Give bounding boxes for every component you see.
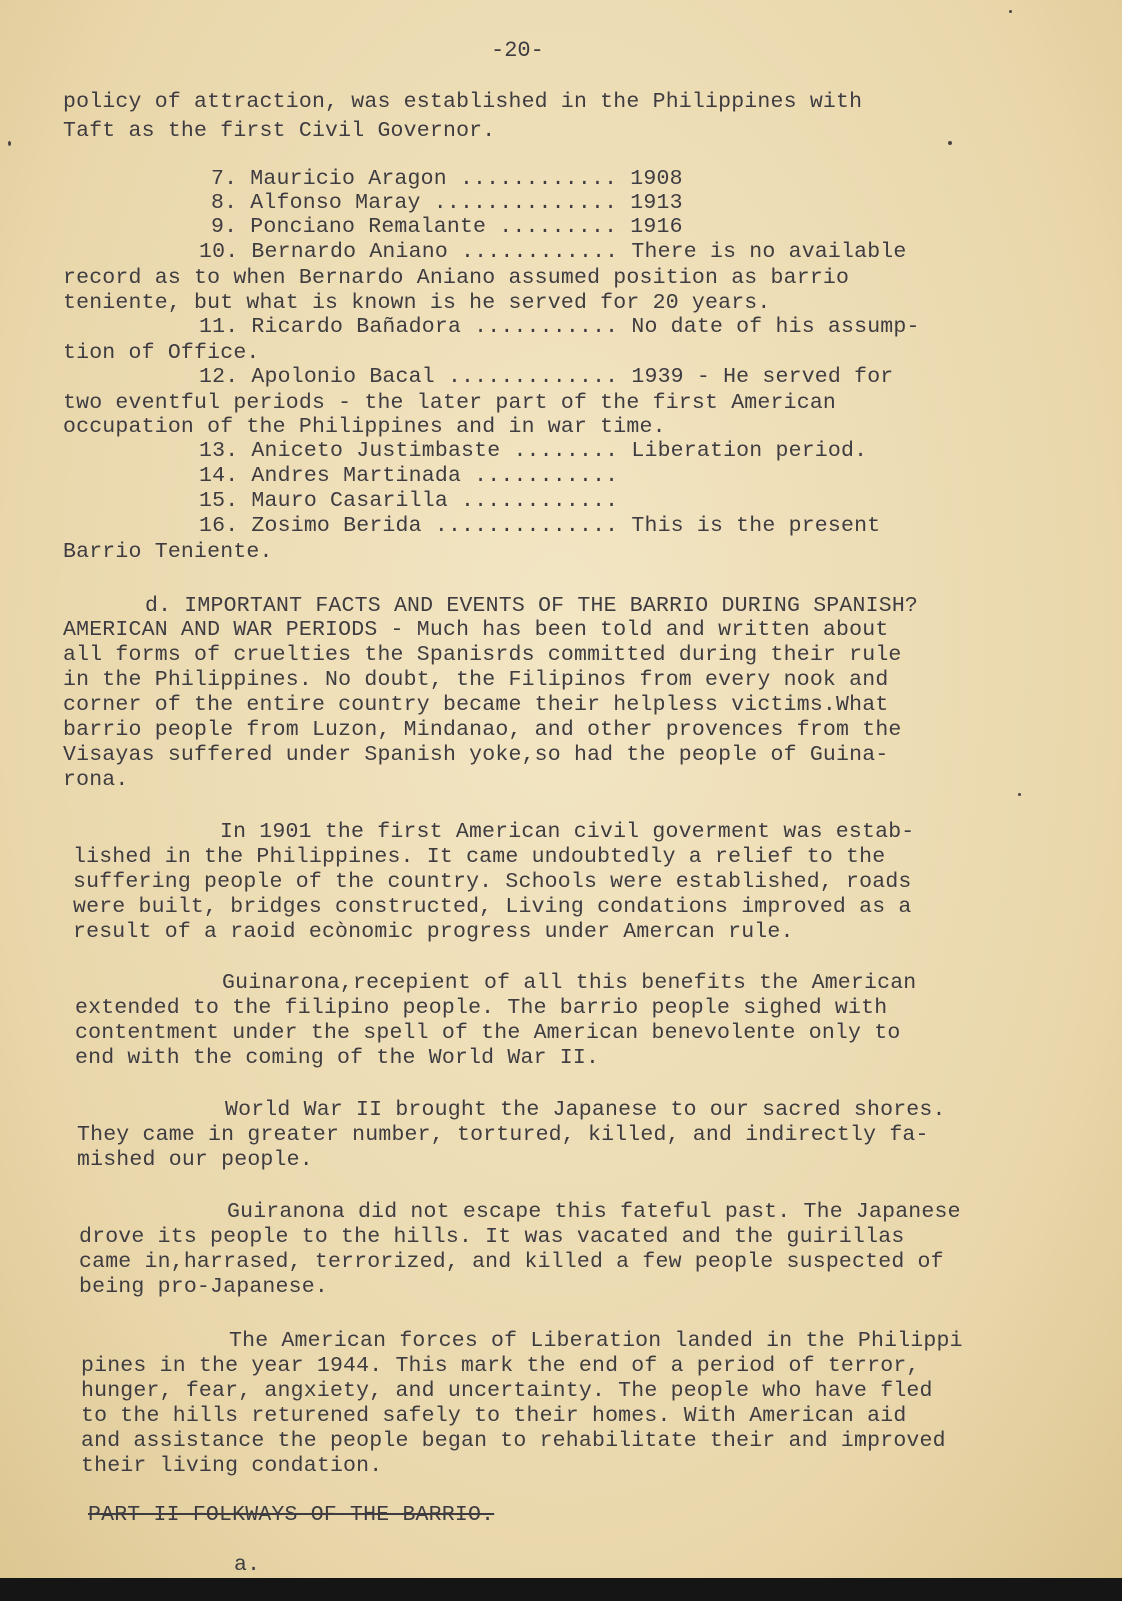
text-line: pines in the year 1944. This mark the end of a period of terror, bbox=[81, 1354, 920, 1378]
text-line: teniente, but what is known is he served for 20 years. bbox=[63, 291, 771, 315]
text-line: In 1901 the first American civil goverment was estab- bbox=[220, 820, 915, 844]
text-line: and assistance the people began to rehabilitate their and improved bbox=[81, 1429, 946, 1453]
struck-heading: PART II FOLKWAYS OF THE BARRIO. bbox=[88, 1503, 495, 1527]
paper-speck bbox=[8, 141, 11, 146]
text-line: extended to the filipino people. The barrio people sighed with bbox=[75, 996, 888, 1020]
paper-speck bbox=[1018, 793, 1021, 796]
paper-speck bbox=[948, 141, 952, 145]
list-item: 10. Bernardo Aniano ............ There is no available bbox=[199, 240, 907, 264]
text-line: Guinarona,recepient of all this benefits the American bbox=[222, 971, 917, 995]
list-item: 16. Zosimo Berida .............. This is the present bbox=[199, 514, 881, 538]
text-line: result of a raoid ecònomic progress under Amercan rule. bbox=[73, 920, 794, 944]
text-line: They came in greater number, tortured, killed, and indirectly fa- bbox=[77, 1123, 929, 1147]
text-line: to the hills returened safely to their homes. With American aid bbox=[81, 1404, 907, 1428]
text-line: Visayas suffered under Spanish yoke,so had the people of Guina- bbox=[63, 743, 889, 767]
text-line: Barrio Teniente. bbox=[63, 540, 273, 564]
text-line: in the Philippines. No doubt, the Filipinos from every nook and bbox=[63, 668, 889, 692]
text-line: end with the coming of the World War II. bbox=[75, 1046, 600, 1070]
text-line: barrio people from Luzon, Mindanao, and other provences from the bbox=[63, 718, 902, 742]
text-line: Taft as the first Civil Governor. bbox=[63, 119, 496, 143]
page-number: -20- bbox=[491, 38, 544, 63]
text-line: hunger, fear, angxiety, and uncertainty. The people who have fled bbox=[81, 1379, 933, 1403]
text-line: suffering people of the country. Schools were established, roads bbox=[73, 870, 912, 894]
scan-bottom-edge bbox=[0, 1578, 1122, 1601]
text-line: rona. bbox=[63, 768, 129, 792]
list-item: 12. Apolonio Bacal ............. 1939 - He served for bbox=[199, 365, 894, 389]
text-line: record as to when Bernardo Aniano assumed position as barrio bbox=[63, 266, 850, 290]
text-line: contentment under the spell of the American benevolente only to bbox=[75, 1021, 901, 1045]
text-line: were built, bridges constructed, Living condations improved as a bbox=[73, 895, 912, 919]
text-line: two eventful periods - the later part of the first American bbox=[63, 391, 837, 415]
list-item: 13. Aniceto Justimbaste ........ Liberation period. bbox=[199, 439, 868, 463]
section-label: a. bbox=[234, 1553, 261, 1577]
text-line: Guiranona did not escape this fateful past. The Japanese bbox=[227, 1200, 961, 1224]
list-item: 15. Mauro Casarilla ............ bbox=[199, 489, 619, 513]
text-line: occupation of the Philippines and in war time. bbox=[63, 415, 666, 439]
text-line: came in,harrased, terrorized, and killed a few people suspected of bbox=[79, 1250, 944, 1274]
text-line: their living condation. bbox=[81, 1454, 383, 1478]
text-line: mished our people. bbox=[77, 1148, 313, 1172]
text-line: The American forces of Liberation landed in the Philippi bbox=[229, 1329, 963, 1353]
text-line: World War II brought the Japanese to our sacred shores. bbox=[225, 1098, 946, 1122]
list-item: 11. Ricardo Bañadora ........... No date of his assump- bbox=[199, 315, 920, 339]
text-line: AMERICAN AND WAR PERIODS - Much has been told and written about bbox=[63, 618, 889, 642]
list-item: 14. Andres Martinada ........... bbox=[199, 464, 619, 488]
list-item: 9. Ponciano Remalante ......... 1916 bbox=[211, 215, 683, 239]
paper-speck bbox=[1009, 10, 1012, 13]
text-line: drove its people to the hills. It was vacated and the guirillas bbox=[79, 1225, 905, 1249]
text-line: tion of Office. bbox=[63, 341, 260, 365]
text-line: corner of the entire country became their helpless victims.What bbox=[63, 693, 889, 717]
text-line: policy of attraction, was established in the Philippines with bbox=[63, 90, 863, 114]
list-item: 8. Alfonso Maray .............. 1913 bbox=[211, 191, 683, 215]
section-heading: d. IMPORTANT FACTS AND EVENTS OF THE BARRIO DURING SPANISH? bbox=[145, 594, 919, 618]
list-item: 7. Mauricio Aragon ............ 1908 bbox=[211, 167, 683, 191]
text-line: lished in the Philippines. It came undoubtedly a relief to the bbox=[73, 845, 886, 869]
text-line: all forms of cruelties the Spanisrds committed during their rule bbox=[63, 643, 902, 667]
text-line: being pro-Japanese. bbox=[79, 1275, 328, 1299]
